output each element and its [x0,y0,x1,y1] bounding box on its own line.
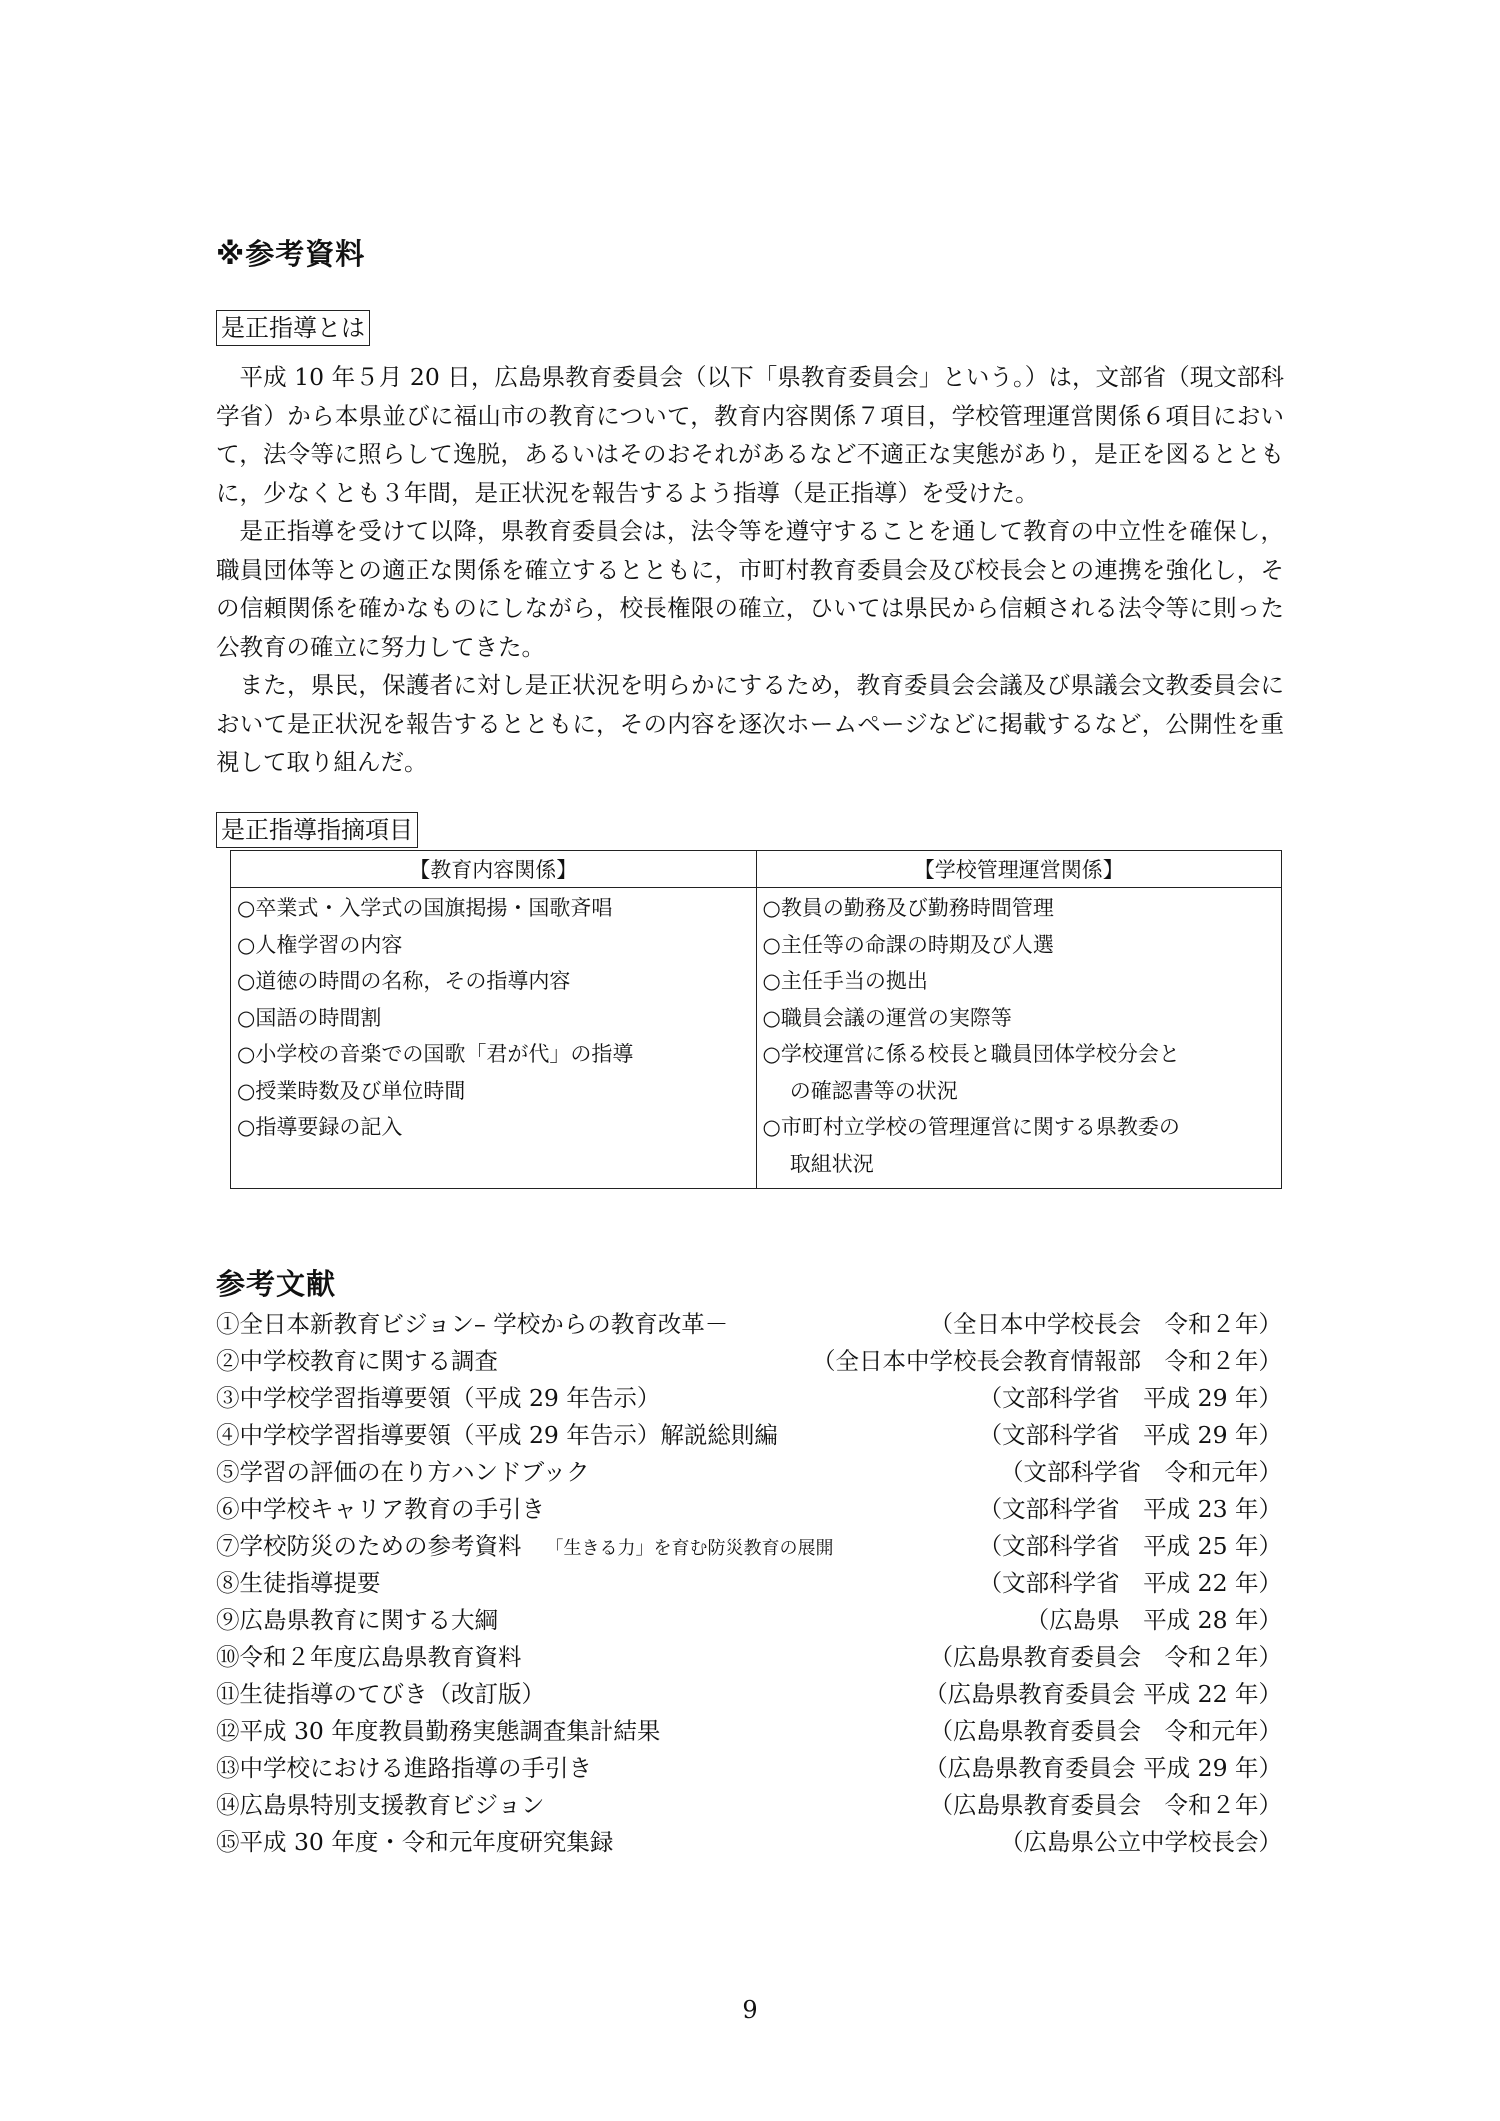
reference-title [216,1565,381,1602]
reference-title-text: ⑩令和２年度広島県教育資料 [216,1643,522,1671]
list-item: ○市町村立学校の管理運営に関する県教委の [762,1115,1180,1139]
list-item: ○主任手当の拠出 [762,969,928,993]
list-item: ○主任等の命課の時期及び人選 [762,932,1054,957]
column-header-kanri: 【学校管理運営関係】 [756,851,1282,888]
reference-title [216,1491,545,1528]
reference-title-text: ①全日本新教育ビジョン– 学校からの教育改革－ [216,1310,729,1338]
table-header-row [231,851,1282,888]
references-list [216,1306,1282,1861]
reference-source: （広島県教育委員会 平成 29 年） [924,1754,1282,1782]
reference-title-text: ⑪生徒指導のてびき（改訂版） [216,1680,545,1708]
list-item: ○卒業式・入学式の国旗掲揚・国歌斉唱 [237,896,613,920]
reference-item [216,1787,1282,1824]
zesei-paragraphs [216,358,1284,782]
list-item: ○小学校の音楽での国歌「君が代」の指導 [237,1042,634,1066]
reference-title-text: ⑨広島県教育に関する大綱 [216,1606,498,1634]
reference-title-text: ⑥中学校キャリア教育の手引き [216,1495,545,1523]
column-header-kyoiku: 【教育内容関係】 [231,851,757,888]
reference-item [216,1750,1282,1787]
reference-item [216,1713,1282,1750]
reference-item [216,1565,1282,1602]
list-item: ○指導要録の記入 [237,1115,403,1139]
reference-title [216,1787,545,1824]
reference-source: （広島県教育委員会 令和２年） [929,1791,1282,1819]
reference-title-text: ②中学校教育に関する調査 [216,1347,498,1375]
reference-title [216,1602,498,1639]
reference-source: （全日本中学校長会教育情報部 令和２年） [812,1347,1282,1375]
list-item: ○学校運営に係る校長と職員団体学校分会と [762,1042,1180,1066]
reference-item [216,1380,1282,1417]
reference-source: （広島県教育委員会 令和２年） [929,1643,1282,1671]
reference-item [216,1824,1282,1861]
kyoiku-items-cell [231,888,757,1189]
list-item-continuation: の確認書等の状況 [789,1078,958,1103]
reference-title [216,1750,592,1787]
reference-title [216,1343,498,1380]
reference-source: （広島県教育委員会 令和元年） [929,1717,1282,1745]
list-item: ○国語の時間割 [237,1005,382,1030]
list-item: ○人権学習の内容 [237,932,403,957]
reference-title [216,1380,660,1417]
reference-source: （文部科学省 平成 25 年） [978,1532,1282,1560]
paragraph: 是正指導を受けて以降，県教育委員会は，法令等を遵守することを通して教育の中立性を確保し，職員団体等との適正な関係を確立するとともに，市町村教育委員会及び校長会との連携を強化し，その信頼関係を確かなものにしながら，校長権限の確立，ひいては県民から信頼される法令等に則った公教育の確立に努力してきた。 [216,517,1284,661]
reference-subtitle: 「生きる力」を育む防災教育の展開 [545,1538,834,1559]
reference-source: （文部科学省 平成 22 年） [978,1569,1282,1597]
reference-item [216,1602,1282,1639]
reference-title [216,1676,545,1713]
reference-source: （文部科学省 平成 29 年） [978,1421,1282,1449]
reference-source: （文部科学省 令和元年） [1000,1458,1282,1486]
reference-title-text: ⑧生徒指導提要 [216,1569,381,1597]
reference-source: （文部科学省 平成 29 年） [978,1384,1282,1412]
table-row [231,888,1282,1189]
reference-source: （広島県教育委員会 平成 22 年） [924,1680,1282,1708]
reference-title-text: ③中学校学習指導要領（平成 29 年告示） [216,1384,661,1412]
reference-source: （広島県公立中学校長会） [1000,1828,1282,1856]
items-table [230,850,1282,1189]
reference-item [216,1639,1282,1676]
kanri-items-cell [756,888,1282,1189]
items-heading: 是正指導指摘項目 [216,812,418,848]
reference-title-text: ④中学校学習指導要領（平成 29 年告示）解説総則編 [216,1421,778,1449]
list-item-continuation: 取組状況 [789,1151,874,1176]
list-item: ○教員の勤務及び勤務時間管理 [762,896,1054,920]
reference-item [216,1417,1282,1454]
reference-title-text: ⑮平成 30 年度・令和元年度研究集録 [216,1828,614,1856]
reference-title-text: ⑦学校防災のための参考資料 [216,1532,522,1560]
reference-source: （広島県 平成 28 年） [1025,1606,1282,1634]
reference-title [216,1824,613,1861]
paragraph: 平成 10 年５月 20 日，広島県教育委員会（以下「県教育委員会」という。）は，文部省（現文部科学省）から本県並びに福山市の教育について，教育内容関係７項目，学校管理運営関係６項目において，法令等に照らして逸脱，あるいはそのおそれがあるなど不適正な実態があり，是正を図るとともに，少なくとも３年間，是正状況を報告するよう指導（是正指導）を受けた。 [216,363,1284,507]
reference-title [216,1306,728,1343]
reference-title [216,1417,778,1454]
reference-title [216,1713,660,1750]
reference-title [216,1454,590,1491]
reference-title [216,1528,834,1565]
reference-item [216,1343,1282,1380]
reference-source: （文部科学省 平成 23 年） [978,1495,1282,1523]
reference-title [216,1639,522,1676]
reference-item [216,1528,1282,1565]
reference-item [216,1454,1282,1491]
reference-source: （全日本中学校長会 令和２年） [929,1310,1282,1338]
references-title: 参考文献 [216,1267,337,1301]
paragraph: また，県民，保護者に対し是正状況を明らかにするため，教育委員会会議及び県議会文教委員会において是正状況を報告するとともに，その内容を逐次ホームページなどに掲載するなど，公開性を重視して取り組んだ。 [216,671,1284,776]
list-item: ○道徳の時間の名称，その指導内容 [237,969,571,993]
page-number: 9 [742,1996,758,2024]
section-title: ※参考資料 [216,237,366,271]
reference-item [216,1676,1282,1713]
reference-title-text: ⑭広島県特別支援教育ビジョン [216,1791,545,1819]
reference-title-text: ⑫平成 30 年度教員勤務実態調査集計結果 [216,1717,661,1745]
reference-title-text: ⑤学習の評価の在り方ハンドブック [216,1458,590,1486]
reference-title-text: ⑬中学校における進路指導の手引き [216,1754,592,1782]
list-item: ○職員会議の運営の実際等 [762,1005,1012,1030]
reference-item [216,1306,1282,1343]
reference-item [216,1491,1282,1528]
zesei-heading: 是正指導とは [216,310,370,346]
list-item: ○授業時数及び単位時間 [237,1078,466,1103]
